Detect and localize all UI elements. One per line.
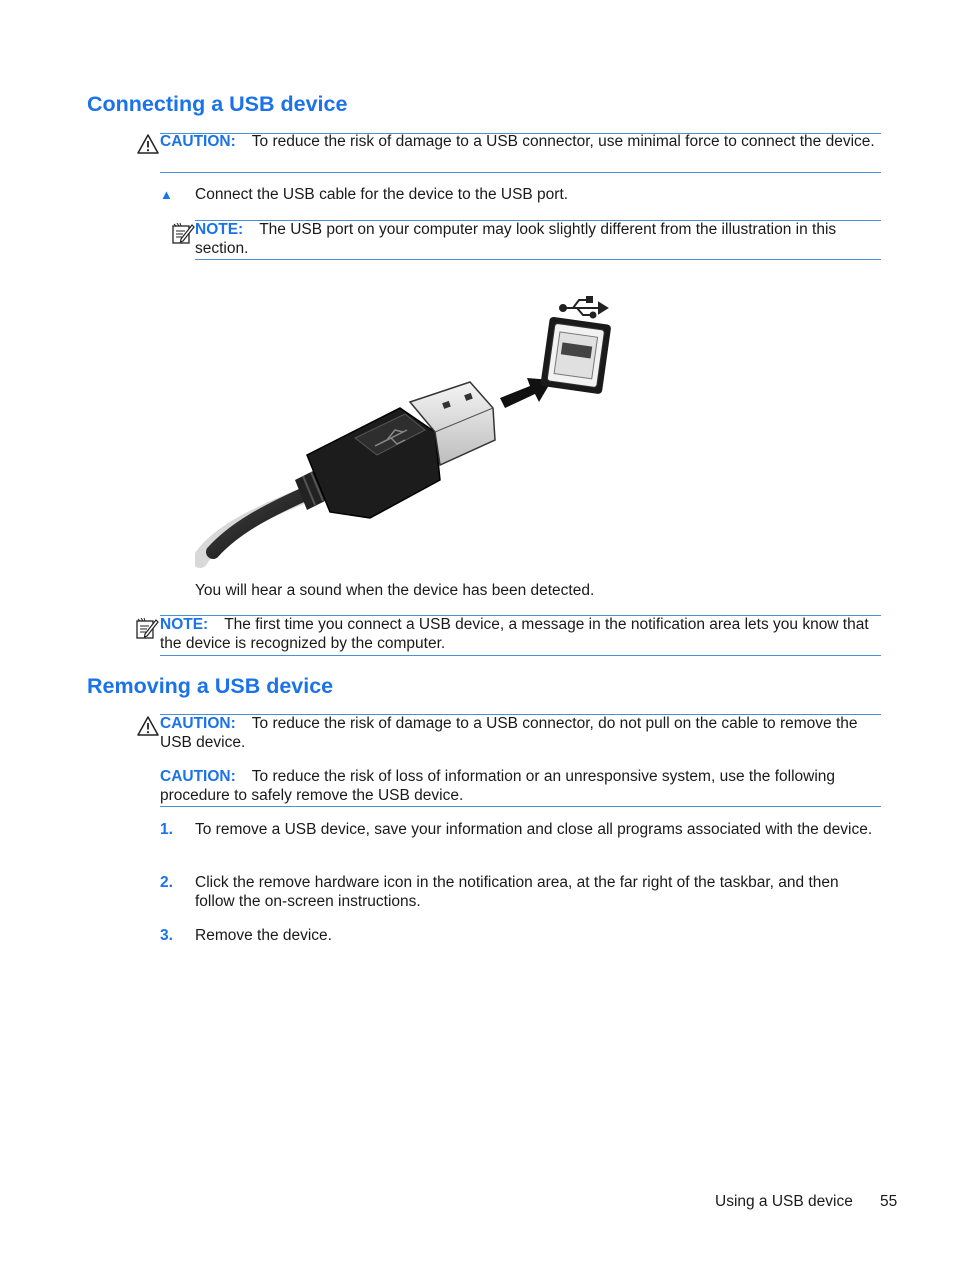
caution3-block <box>160 767 880 805</box>
note2-text: The first time you connect a USB device, a message in the notification area lets you know that the device is recognized by the computer. <box>160 616 869 652</box>
step-text: Click the remove hardware icon in the notification area, at the far right of the taskbar, and then follow the on-screen instructions. <box>195 874 839 910</box>
caution3-text: To reduce the risk of loss of information or an unresponsive system, use the following procedure to safely remove the USB device. <box>160 768 836 804</box>
step-number: 3. <box>160 927 173 944</box>
note-block <box>195 220 880 258</box>
step-bullet: ▲ <box>160 187 173 202</box>
note2-block <box>160 615 880 653</box>
caution-text: To reduce the risk of damage to a USB connector, use minimal force to connect the device. <box>251 133 875 150</box>
detected-text: You will hear a sound when the device has been detected. <box>195 582 595 599</box>
section-title-removing: Removing a USB device <box>87 674 334 698</box>
step-number: 1. <box>160 821 173 838</box>
caution3-label: CAUTION: <box>160 768 236 785</box>
caution-icon <box>137 716 159 736</box>
note2-rule-bottom <box>160 655 881 656</box>
note-label: NOTE: <box>195 221 244 238</box>
caution2-block <box>160 714 880 752</box>
step-text: Remove the device. <box>195 927 332 944</box>
caution3-rule-bottom <box>160 806 881 807</box>
caution2-label: CAUTION: <box>160 715 236 732</box>
step-text: Connect the USB cable for the device to the USB port. <box>195 186 569 203</box>
section-title-connecting: Connecting a USB device <box>87 92 348 116</box>
note-text: The USB port on your computer may look slightly different from the illustration in this section. <box>195 221 837 257</box>
usb-illustration <box>195 290 625 570</box>
usb-symbol-icon <box>560 297 607 318</box>
step-number: 2. <box>160 874 173 891</box>
note-icon <box>135 617 159 641</box>
caution-icon <box>137 134 159 154</box>
footer-section-title: Using a USB device <box>715 1193 853 1210</box>
caution-block <box>160 132 880 151</box>
page-number: 55 <box>880 1193 898 1210</box>
caution2-text: To reduce the risk of damage to a USB connector, do not pull on the cable to remove the USB device. <box>160 715 858 751</box>
caution-rule-bottom <box>160 172 881 173</box>
note2-label: NOTE: <box>160 616 209 633</box>
step-text: To remove a USB device, save your information and close all programs associated with the device. <box>195 821 873 838</box>
note-icon <box>171 222 195 246</box>
note-rule-bottom <box>195 259 881 260</box>
caution-label: CAUTION: <box>160 133 236 150</box>
